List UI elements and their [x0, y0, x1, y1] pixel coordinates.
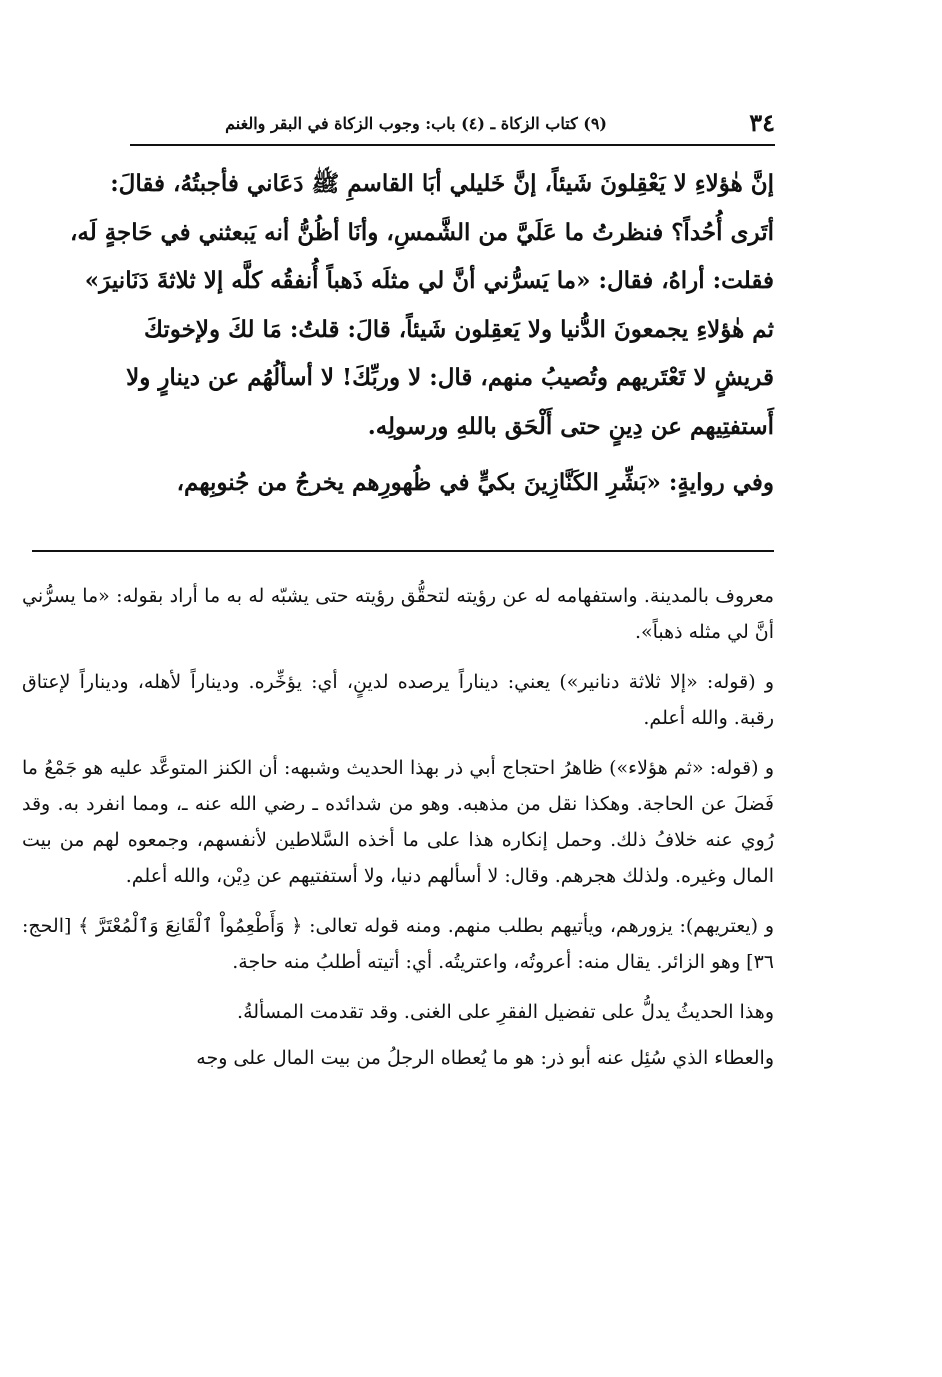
running-title: (٩) كتاب الزكاة ـ (٤) باب: وجوب الزكاة في البقر والغنم	[225, 114, 607, 133]
commentary-paragraph: و (قوله: «ثم هؤلاء») ظاهرُ احتجاج أبي ذر بهذا الحديث وشبهه: أن الكنز المتوعَّد عليه هو جَمْعُ ما فَضلَ عن الحاجة. وهكذا نقل من مذهبه. وهو من شدائده ـ رضي الله عنه ـ، ومما انفرد به. وقد رُوي عنه خلافُ ذلك. وحمل إنكاره هذا على ما أخذه السَّلاطين لأنفسهم، وجمعوه لهم من بيت المال وغيره. ولذلك هجرهم. وقال: لا أسألهم دنيا، ولا أستفتيهم عن دِيْن، والله أعلم.	[22, 757, 774, 887]
hadith-line: فقلت: أراهُ، فقال: «ما يَسرُّني أنَّ لي مثلَه ذَهباً أُنفقُه كلَّه إلا ثلاثةَ دَنَانيرَ»	[84, 267, 774, 294]
hadith-line: أتَرى أُحُداً؟ فنظرتُ ما عَلَيَّ من الشَّمسِ، وأنَا أظُنُّ أنه يَبعثني في حَاجةٍ لَه،	[69, 218, 774, 246]
commentary-paragraph: وهذا الحديثُ يدلُّ على تفضيل الفقرِ على الغنى. وقد تقدمت المسألةُ.	[237, 1001, 774, 1023]
hadith-text	[22, 160, 774, 508]
page-number: ٣٤	[749, 108, 775, 137]
commentary-paragraph: معروف بالمدينة. واستفهامه له عن رؤيته لتحقُّق رؤيته حتى يشبّه له به ما أراد بقوله: «ما يسرُّني أنَّ لي مثله ذهباً».	[22, 585, 774, 643]
footnote-rule	[32, 550, 774, 552]
commentary-paragraph: و (يعتريهم): يزورهم، ويأتيهم بطلب منهم. ومنه قوله تعالى: ﴿ وَأَطْعِمُواْ ٱلْقَانِعَ وَٱلْمُعْتَرَّ ﴾ [الحج: ٣٦] وهو الزائر. يقال منه: أعروتُه، واعتريتُه. أي: أتيته أطلبُ منه حاجة.	[22, 915, 774, 973]
hadith-line: وفي روايةٍ: «بَشِّرِ الكَنَّازِينَ بكيٍّ في ظُهورِهم يخرجُ من جُنوبِهم،	[176, 469, 774, 496]
commentary-paragraph: و (قوله: «إلا ثلاثة دنانير») يعني: ديناراً يرصده لدينٍ، أي: يؤخِّره. وديناراً لأهله، وديناراً لإعتاق رقبة. والله أعلم.	[22, 671, 774, 729]
hadith-line: قريشٍ لا تَعْتَريهم وتُصيبُ منهم، قال: لا وربِّكَ! لا أسألُهُم عن دينارٍ ولا	[126, 364, 774, 391]
hadith-line: إنَّ هٰؤلاءِ لا يَعْقِلونَ شَيئاً، إنَّ خَليلي أبَا القاسمِ ﷺ دَعَاني فأجبتُهُ، فقالَ:	[110, 170, 774, 197]
commentary-paragraph: والعطاء الذي سُئِل عنه أبو ذر: هو ما يُعطاه الرجلُ من بيت المال على وجه	[196, 1047, 774, 1069]
hadith-line: أَستفتِيهم عن دِينٍ حتى أَلْحَق باللهِ ورسولِه.	[367, 412, 774, 440]
hadith-line: ثم هٰؤلاءِ يجمعونَ الدُّنيا ولا يَعقِلون شَيئاً، قالَ: قلتُ: مَا لكَ ولإخوتكَ	[143, 315, 774, 343]
header-rule	[130, 144, 775, 146]
commentary	[22, 578, 774, 1090]
page-header	[130, 108, 775, 142]
